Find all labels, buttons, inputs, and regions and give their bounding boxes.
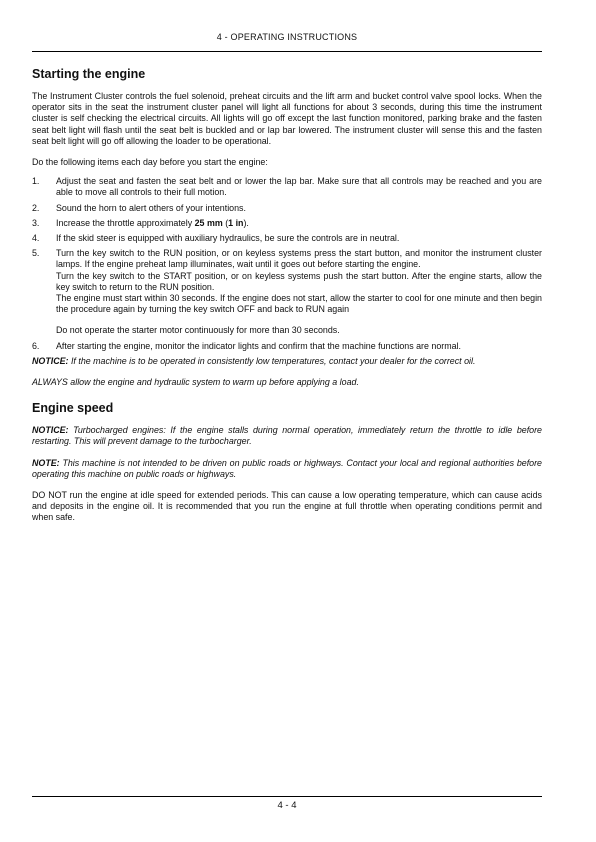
step-text: After starting the engine, monitor the indicator lights and confirm that the machine functions are normal. <box>56 340 462 351</box>
imperial-value: 1 in <box>228 217 244 228</box>
step-number: 1. <box>32 176 40 187</box>
section-title-engine-speed: Engine speed <box>32 401 114 416</box>
note-label: NOTE: <box>32 457 60 468</box>
list-item <box>32 218 542 229</box>
page-content <box>32 67 542 524</box>
section-title-starting-engine: Starting the engine <box>32 67 146 81</box>
list-item <box>32 233 542 244</box>
start-procedure-list <box>32 176 542 352</box>
idle-speed-paragraph: DO NOT run the engine at idle speed for extended periods. This can cause a low operating temperature, which can cause acids and deposits in the engine oil. It is recommended that you run the engine at full throttle when operating conditions permit and when safe. <box>32 490 542 523</box>
notice-label: NOTICE: <box>32 355 69 366</box>
step-text: If the skid steer is equipped with auxiliary hydraulics, be sure the controls are in neutral. <box>56 233 400 244</box>
step-number: 4. <box>32 233 40 244</box>
notice-turbocharged <box>32 425 542 447</box>
notice-label: NOTICE: <box>32 425 69 436</box>
notice-text: If the machine is to be operated in consistently low temperatures, contact your dealer for the correct oil. <box>68 355 476 366</box>
page-header: 4 - OPERATING INSTRUCTIONS <box>216 32 358 42</box>
step-text-part2: Turn the key switch to the START position, or on keyless systems push the start button. After the engine starts, allow the key switch to return to the RUN position. <box>56 270 542 292</box>
page-number: 4 - 4 <box>277 800 297 811</box>
note-public-roads <box>32 458 542 480</box>
step-number: 5. <box>32 248 40 259</box>
step-text-part3: The engine must start within 30 seconds. If the engine does not start, allow the starter to cool for one minute and then begin the procedure again by turning the key switch OFF and back to RUN again <box>56 293 542 315</box>
intro-paragraph: The Instrument Cluster controls the fuel solenoid, preheat circuits and the lift arm and bucket control valve spool locks. When the operator sits in the seat the instrument cluster panel will light all functions for about 3 seconds, during this time the instrument cluster is self checking the electrical circuits. All lights will go off except the last function monitored, parking brake and the fasten seat belt light will flash until the seat belt is buckled and or lap bar lowered. The instrument cluster will sense this and the fasten seat belt light will go off allowing the loader to be operational. <box>32 91 542 146</box>
list-item <box>32 248 542 336</box>
step-text: Adjust the seat and fasten the seat belt and or lower the lap bar. Make sure that all controls may be reached and you are able to move all controls to their full motion. <box>56 176 542 198</box>
list-item <box>32 341 542 352</box>
step-text: Sound the horn to alert others of your intentions. <box>56 202 246 213</box>
step-number: 3. <box>32 217 40 228</box>
warm-up-warning: ALWAYS allow the engine and hydraulic system to warm up before applying a load. <box>32 377 359 388</box>
list-item <box>32 176 542 198</box>
step-number: 2. <box>32 202 40 213</box>
step-text-pre: Increase the throttle approximately <box>56 217 195 228</box>
metric-value: 25 mm <box>194 217 223 228</box>
step-text-post: ). <box>243 217 249 228</box>
step-text-mid: ( <box>222 217 229 228</box>
step-number: 6. <box>32 340 40 351</box>
note-text: This machine is not intended to be driven on public roads or highways. Contact your local and regional authorities before operating this machine on public roads or highways. <box>32 457 542 479</box>
step-text-part4: Do not operate the starter motor continuously for more than 30 seconds. <box>56 325 340 336</box>
list-item <box>32 203 542 214</box>
step-text-part1: Turn the key switch to the RUN position, or on keyless systems press the start button, and monitor the instrument cluster lamps. If the engine preheat lamp illuminates, wait until it goes out before starting the engine. <box>56 248 542 270</box>
daily-check-intro: Do the following items each day before you start the engine: <box>32 157 268 168</box>
footer-rule <box>32 796 542 797</box>
notice-low-temperature <box>32 356 542 367</box>
header-rule <box>32 51 542 52</box>
notice-text: Turbocharged engines: If the engine stalls during normal operation, immediately return the throttle to idle before restarting. This will prevent damage to the turbocharger. <box>32 425 542 447</box>
